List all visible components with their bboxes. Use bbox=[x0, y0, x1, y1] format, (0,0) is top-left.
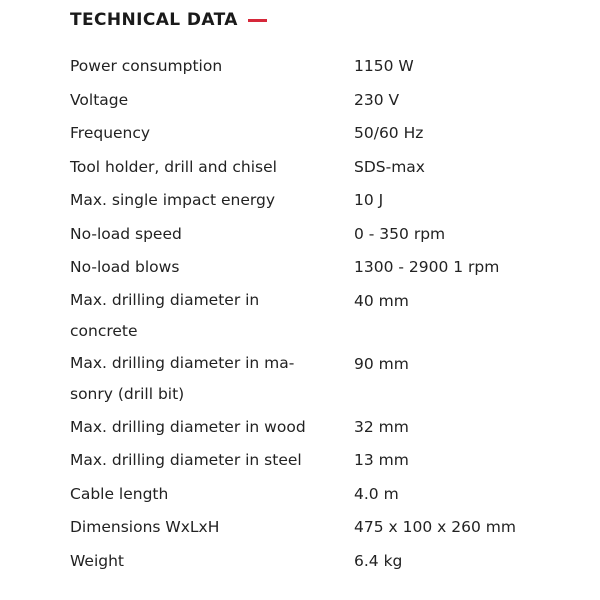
spec-label: Tool holder, drill and chisel bbox=[70, 157, 277, 176]
spec-label: Max. drilling diameter in steel bbox=[70, 451, 302, 469]
spec-label bbox=[70, 285, 354, 348]
spec-row-dimensions bbox=[70, 511, 570, 545]
spec-label-line: Max. drilling diameter in bbox=[70, 290, 260, 309]
spec-row-voltage bbox=[70, 84, 570, 118]
spec-value: 0 - 350 rpm bbox=[354, 224, 446, 243]
spec-value: 90 mm bbox=[354, 354, 409, 373]
page-title: TECHNICAL DATA bbox=[70, 10, 238, 30]
spec-value: 6.4 kg bbox=[354, 551, 403, 570]
spec-label bbox=[70, 348, 354, 411]
spec-value: 4.0 m bbox=[354, 484, 399, 503]
spec-label: Max. drilling diameter in wood bbox=[70, 417, 306, 436]
spec-label: Dimensions WxLxH bbox=[70, 518, 220, 536]
spec-row-weight bbox=[70, 545, 570, 579]
spec-value: 475 x 100 x 260 mm bbox=[354, 518, 516, 536]
spec-label: Voltage bbox=[70, 90, 129, 109]
spec-table bbox=[70, 50, 570, 578]
spec-row-no-load-speed bbox=[70, 218, 570, 252]
spec-label: No-load speed bbox=[70, 224, 182, 243]
spec-row-power-consumption bbox=[70, 50, 570, 84]
spec-value: 50/60 Hz bbox=[354, 124, 424, 142]
spec-label: Frequency bbox=[70, 124, 151, 142]
spec-label-line: Max. drilling diameter in ma- bbox=[70, 353, 295, 372]
spec-row-cable-length bbox=[70, 478, 570, 512]
spec-label: Max. single impact energy bbox=[70, 191, 275, 209]
spec-value: SDS-max bbox=[354, 157, 425, 176]
spec-row-no-load-blows bbox=[70, 251, 570, 285]
spec-row-diameter-concrete bbox=[70, 285, 570, 348]
spec-row-diameter-wood bbox=[70, 411, 570, 445]
spec-label: Power consumption bbox=[70, 57, 223, 75]
spec-value: 10 J bbox=[354, 191, 384, 209]
spec-label: Cable length bbox=[70, 484, 169, 503]
section-heading bbox=[70, 8, 267, 32]
spec-value: 13 mm bbox=[354, 451, 409, 469]
spec-value: 32 mm bbox=[354, 417, 409, 436]
spec-value: 40 mm bbox=[354, 291, 409, 310]
spec-value: 230 V bbox=[354, 90, 400, 109]
title-accent-dash bbox=[248, 19, 267, 22]
spec-label: No-load blows bbox=[70, 258, 180, 276]
spec-row-diameter-masonry bbox=[70, 348, 570, 411]
spec-row-impact-energy bbox=[70, 184, 570, 218]
spec-label-line: sonry (drill bit) bbox=[70, 385, 185, 403]
spec-label: Weight bbox=[70, 551, 125, 570]
spec-value: 1300 - 2900 1 rpm bbox=[354, 258, 500, 276]
spec-row-diameter-steel bbox=[70, 444, 570, 478]
spec-row-tool-holder bbox=[70, 151, 570, 185]
spec-label-line: concrete bbox=[70, 322, 138, 340]
spec-value: 1150 W bbox=[354, 57, 414, 75]
spec-row-frequency bbox=[70, 117, 570, 151]
